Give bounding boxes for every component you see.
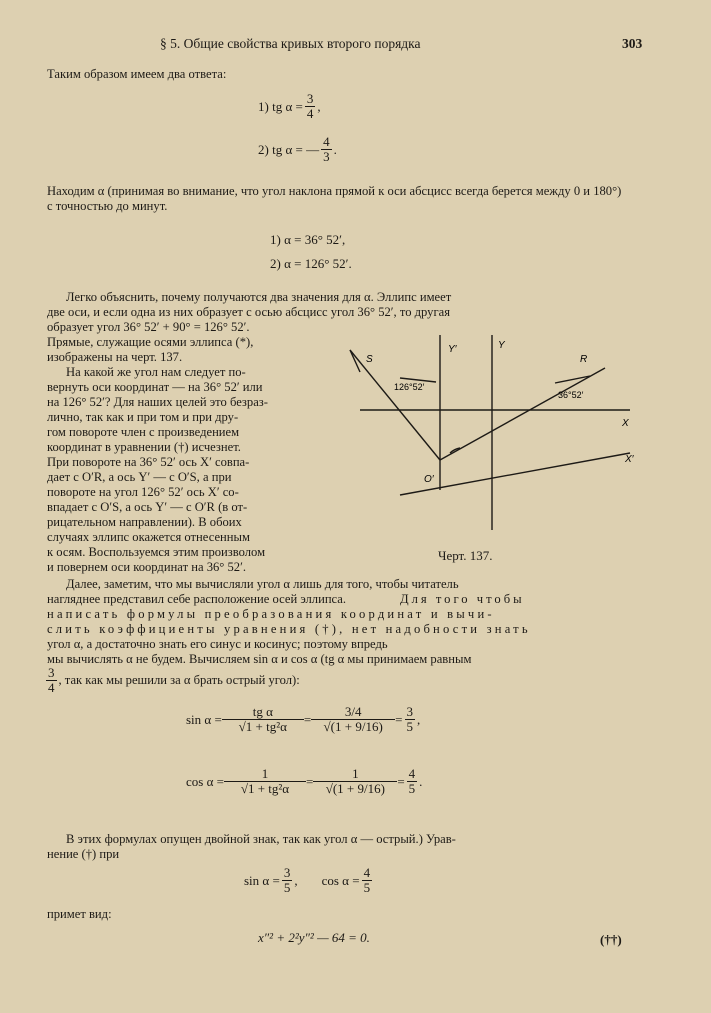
sin-frac-2	[313, 705, 393, 734]
sin-frac-1	[224, 705, 302, 734]
fraction-denominator: √(1 + 9/16)	[323, 719, 383, 734]
fraction-denominator: 5	[408, 781, 416, 796]
continue-line-4: слить коэффициенты уравнения (†), нет надобности знать	[47, 622, 531, 636]
cos-frac-1	[226, 767, 304, 796]
sin-tail: ,	[417, 711, 421, 727]
continue-line-5: угол α, а достаточно знать его синус и косинус; поэтому впредь	[47, 637, 388, 651]
sincos-separator: ,	[294, 872, 298, 888]
label-y-prime: Y′	[448, 344, 457, 355]
or-line	[440, 368, 605, 460]
label-y: Y	[498, 340, 505, 351]
left-line-5: на 126° 52′? Для наших целей это безраз-	[47, 395, 268, 409]
fraction-numerator: 3	[48, 665, 55, 680]
continue-line-6: мы вычислять α не будем. Вычисляем sin α и cos α (tg α мы принимаем равным	[47, 652, 472, 666]
section-title: § 5. Общие свойства кривых второго порядка	[160, 36, 421, 51]
answer-tg-1-fraction	[305, 92, 316, 121]
left-line-1: Прямые, служащие осями эллипса (*),	[47, 335, 254, 349]
equation-tag: (††)	[600, 932, 622, 947]
continue-line-2b: Для того чтобы	[400, 592, 525, 606]
cos-tail: .	[419, 773, 423, 789]
sin-formula	[186, 705, 420, 734]
cos-eq: =	[305, 773, 314, 789]
fraction-denominator: 5	[363, 880, 371, 895]
continue-line-3: написать формулы преобразования координат и вычи-	[47, 607, 495, 621]
cos-formula	[186, 767, 422, 796]
fraction-numerator: 4	[323, 134, 330, 149]
answer-tg-1	[258, 92, 321, 121]
tg-value-fraction	[46, 666, 57, 695]
left-line-3: На какой же угол нам следует по-	[66, 365, 246, 379]
sin-result	[405, 705, 416, 734]
cos-value-label: cos α =	[321, 872, 360, 888]
label-x: X	[622, 418, 629, 429]
explain-line-3: образует угол 36° 52′ + 90° = 126° 52′.	[47, 320, 250, 334]
answer-tg-1-tail: ,	[317, 98, 321, 114]
label-angle-126: 126°52′	[394, 382, 425, 392]
sin-lhs: sin α =	[186, 711, 222, 727]
fraction-denominator: 5	[283, 880, 291, 895]
after-line-1: В этих формулах опущен двойной знак, так как угол α — острый.) Урав-	[66, 832, 456, 846]
fraction-numerator: 1	[224, 767, 306, 782]
left-line-12: впадает с O′S, а ось Y′ — с O′R (в от-	[47, 500, 248, 514]
left-line-10: дает с O′R, а ось Y′ — с O′S, а при	[47, 470, 232, 484]
os-line	[350, 350, 440, 460]
fraction-denominator: 3	[323, 149, 330, 164]
find-alpha-paragraph: Находим α (принимая во внимание, что угол наклона прямой к оси абсцисс всегда берется между 0 и 180°) с точностью до минут.	[47, 184, 622, 214]
fraction-numerator: 3	[306, 91, 314, 106]
explain-line-2: две оси, и если одна из них образует с осью абсцисс угол 36° 52′, то другая	[47, 305, 451, 319]
fraction-numerator: 3	[283, 865, 291, 880]
label-r: R	[580, 354, 588, 365]
final-intro: примет вид:	[47, 907, 112, 921]
fraction-denominator: 5	[406, 719, 414, 734]
continue-line-2: нагляднее представил себе расположение осей эллипса.	[47, 592, 347, 606]
fraction-numerator: 4	[408, 766, 416, 781]
label-angle-36: 36°52′	[558, 390, 584, 400]
cos-lhs: cos α =	[186, 773, 224, 789]
answer-tg-2	[258, 135, 337, 164]
intro-line: Таким образом имеем два ответа:	[47, 67, 227, 81]
acute-angle-text: , так как мы решили за α брать острый угол):	[58, 672, 300, 687]
answer-tg-2-label: 2) tg α = —	[258, 141, 320, 157]
fraction-numerator: 1	[313, 767, 397, 782]
acute-angle-line	[44, 666, 300, 695]
x-prime-axis	[400, 453, 630, 495]
page-number: 303	[622, 36, 643, 51]
sincos-values	[244, 866, 374, 895]
cos-frac-2	[315, 767, 395, 796]
answer-tg-1-label: 1) tg α =	[258, 98, 303, 114]
label-x-prime: X′	[625, 454, 634, 465]
left-line-13: рицательном направлении). В обоих	[47, 515, 242, 529]
fraction-numerator: 3/4	[311, 705, 395, 720]
left-line-7: гом повороте член с произведением	[47, 425, 240, 439]
fraction-numerator: 3	[406, 704, 414, 719]
left-line-14: случаях эллипс окажется отнесенным	[47, 530, 250, 544]
answer-alpha-2: 2) α = 126° 52′.	[270, 256, 352, 271]
fraction-denominator: √1 + tg²α	[240, 781, 290, 796]
answer-tg-2-fraction	[321, 135, 332, 164]
fraction-denominator: 4	[306, 106, 314, 121]
continue-line-1: Далее, заметим, что мы вычисляли угол α лишь для того, чтобы читатель	[66, 577, 459, 591]
fraction-numerator: tg α	[222, 705, 304, 720]
left-line-9: При повороте на 36° 52′ ось X′ совпа-	[47, 455, 250, 469]
explain-line-1: Легко объяснить, почему получаются два значения для α. Эллипс имеет	[66, 290, 452, 304]
label-s: S	[366, 354, 373, 365]
cos-result	[407, 767, 418, 796]
cos-value-fraction	[362, 866, 373, 895]
fraction-numerator: 4	[363, 865, 371, 880]
after-line-2: нение (†) при	[47, 847, 120, 861]
cos-eq-2: =	[397, 773, 405, 789]
sin-eq: =	[303, 711, 312, 727]
fraction-denominator: √1 + tg²α	[238, 719, 287, 734]
answer-alpha-1: 1) α = 36° 52′,	[270, 232, 346, 247]
answer-tg-2-tail: .	[333, 141, 337, 157]
label-o-prime: O′	[424, 474, 434, 485]
left-line-15: к осям. Воспользуемся этим произволом	[47, 545, 266, 559]
sin-value-fraction	[282, 866, 293, 895]
fraction-denominator: √(1 + 9/16)	[325, 781, 385, 796]
left-line-16: и повернем оси координат на 36° 52′.	[47, 560, 246, 574]
final-equation: x″² + 2²y″² — 64 = 0.	[258, 930, 370, 945]
left-line-4: вернуть оси координат — на 36° 52′ или	[47, 380, 263, 394]
sin-eq-2: =	[395, 711, 403, 727]
figure-137	[340, 330, 640, 545]
sin-value-label: sin α =	[244, 872, 280, 888]
left-line-8: координат в уравнении (†) исчезнет.	[47, 440, 241, 454]
fraction-denominator: 4	[48, 680, 55, 695]
figure-caption: Черт. 137.	[438, 548, 493, 563]
left-line-11: повороте на угол 126° 52′ ось X′ со-	[47, 485, 239, 499]
left-line-6: лично, так как и при том и при дру-	[47, 410, 239, 424]
left-line-2: изображены на черт. 137.	[47, 350, 183, 364]
